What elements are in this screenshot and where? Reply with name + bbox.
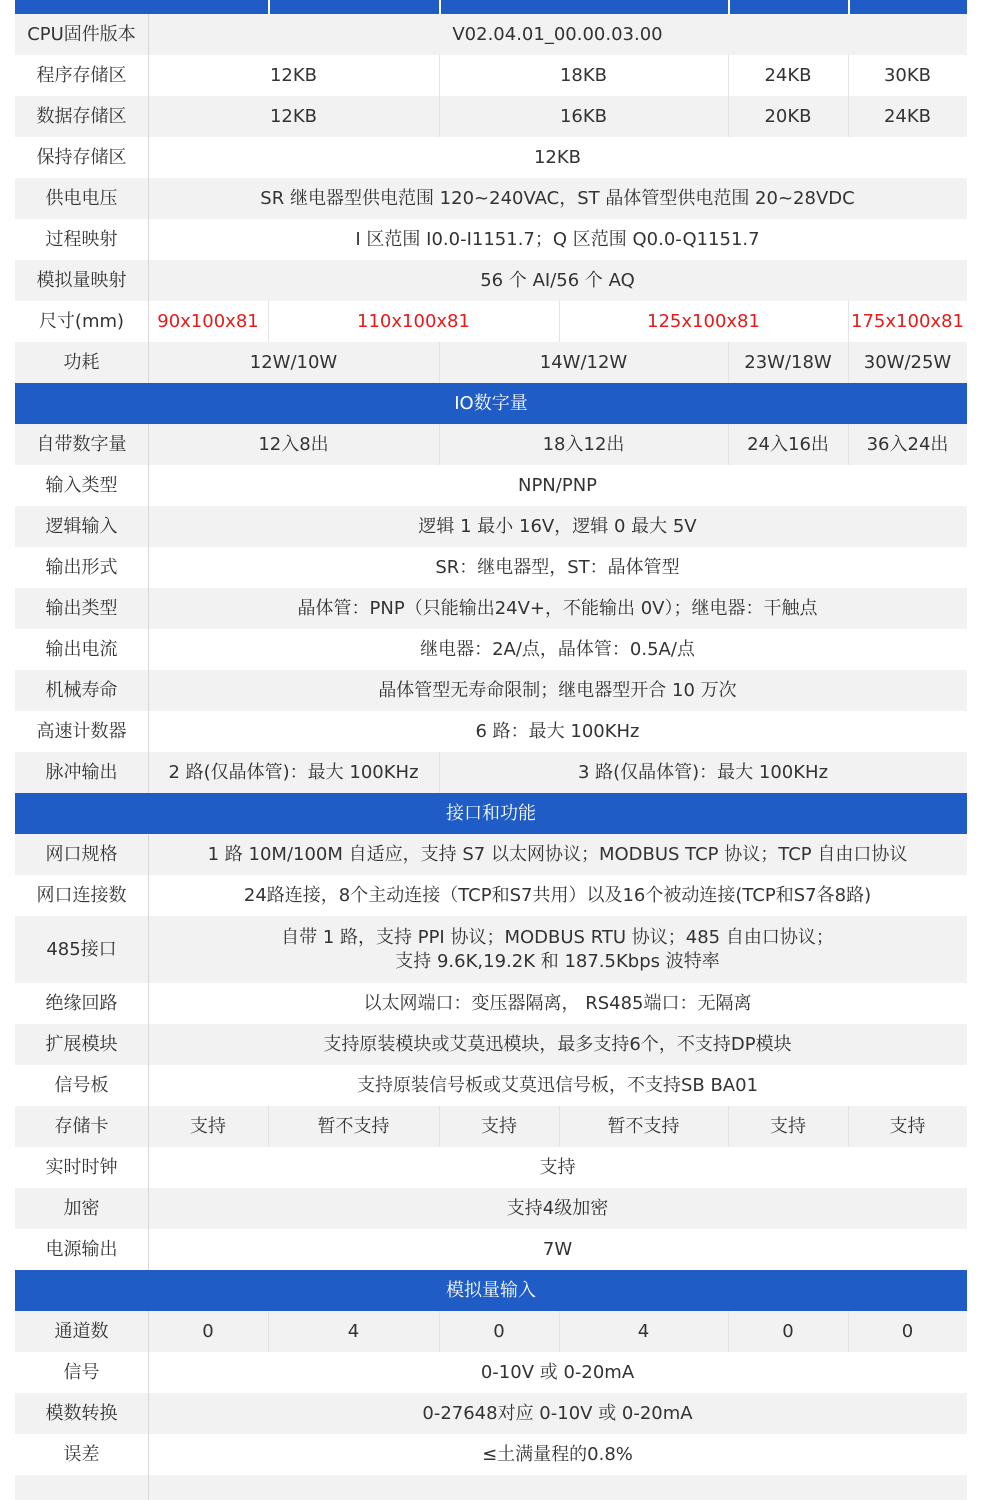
table-cell: 125x100x81 [647, 310, 760, 332]
row-label: 输出类型 [45, 597, 118, 619]
row-label: 网口规格 [45, 843, 118, 865]
table-cell: 3 路(仅晶体管)：最大 100KHz [577, 761, 829, 783]
table-cell: 支持 [889, 1115, 926, 1137]
section-header: IO数字量 [15, 383, 967, 424]
table-row [15, 1475, 967, 1500]
row-label: 扩展模块 [45, 1033, 118, 1055]
column-divider [439, 96, 440, 137]
table-cell: 暂不支持 [607, 1115, 680, 1137]
table-cell: 0 [782, 1320, 794, 1342]
table-cell: 支持4级加密 [506, 1197, 609, 1219]
table-cell: 继电器：2A/点，晶体管：0.5A/点 [420, 638, 695, 660]
table-cell: 12KB [533, 146, 582, 168]
table-cell: 2 路(仅晶体管)：最大 100KHz [168, 761, 419, 783]
row-label: 通道数 [54, 1320, 109, 1342]
row-label: 自带数字量 [36, 433, 127, 455]
row-label: 网口连接数 [36, 884, 127, 906]
column-divider [268, 1106, 269, 1147]
row-label: 485接口 [46, 938, 117, 960]
column-divider [559, 1106, 560, 1147]
row-label: 脉冲输出 [45, 761, 118, 783]
table-cell: 36入24出 [866, 433, 949, 455]
table-cell: 支持原装模块或艾莫迅模块，最多支持6个，不支持DP模块 [323, 1033, 792, 1055]
table-cell: 4 [347, 1320, 360, 1342]
table-cell: 24KB [883, 105, 932, 127]
row-label: 程序存储区 [36, 64, 127, 86]
table-cell: 以太网端口：变压器隔离， RS485端口：无隔离 [363, 992, 752, 1014]
column-divider [439, 752, 440, 793]
row-label: 输出电流 [45, 638, 118, 660]
header-strip-block [730, 0, 848, 14]
column-divider [728, 1311, 729, 1352]
header-strip-block [270, 0, 439, 14]
table-cell: 支持原装信号板或艾莫迅信号板，不支持SB BA01 [356, 1074, 759, 1096]
table-cell: 12W/10W [249, 351, 338, 373]
table-cell: 12KB [269, 105, 318, 127]
row-label: 逻辑输入 [45, 515, 118, 537]
table-cell: 12KB [269, 64, 318, 86]
table-cell: 晶体管型无寿命限制；继电器型开合 10 万次 [378, 679, 737, 701]
column-divider [439, 424, 440, 465]
row-label: 电源输出 [45, 1238, 118, 1260]
column-divider [268, 1311, 269, 1352]
row-label: 绝缘回路 [45, 992, 118, 1014]
table-cell: 支持 [481, 1115, 517, 1137]
table-cell: 6 路：最大 100KHz [475, 720, 640, 742]
column-divider [728, 1106, 729, 1147]
column-divider [728, 342, 729, 383]
table-cell: NPN/PNP [517, 474, 598, 496]
column-divider [848, 1106, 849, 1147]
table-cell: 支持 [770, 1115, 806, 1137]
table-cell: 24KB [764, 64, 812, 86]
table-cell: 175x100x81 [851, 310, 964, 332]
table-cell: 0 [493, 1320, 505, 1342]
header-strip-block [15, 0, 268, 14]
column-divider [268, 301, 269, 342]
column-divider [559, 1311, 560, 1352]
row-label: 高速计数器 [36, 720, 127, 742]
column-divider [559, 301, 560, 342]
table-cell: 30W/25W [863, 351, 952, 373]
row-label: 加密 [63, 1197, 100, 1219]
table-cell: 30KB [883, 64, 932, 86]
row-label: 尺寸(mm) [38, 310, 125, 332]
table-cell: 18入12出 [542, 433, 625, 455]
table-cell: 逻辑 1 最小 16V，逻辑 0 最大 5V [418, 515, 697, 537]
column-divider [728, 55, 729, 96]
table-cell: ≤土满量程的0.8% [482, 1443, 633, 1465]
table-cell: 晶体管：PNP（只能输出24V+，不能输出 0V）；继电器：干触点 [297, 597, 818, 619]
table-cell: V02.04.01_00.00.03.00 [452, 23, 663, 45]
table-cell: 0 [202, 1320, 214, 1342]
table-cell: 7W [542, 1238, 573, 1260]
table-cell: 12入8出 [258, 433, 329, 455]
column-divider [148, 1475, 149, 1500]
row-label: 供电电压 [45, 187, 118, 209]
row-label: 输出形式 [45, 556, 118, 578]
column-divider [728, 424, 729, 465]
table-cell: 56 个 AI/56 个 AQ [480, 269, 635, 291]
section-header: 模拟量输入 [15, 1270, 967, 1311]
row-label: 过程映射 [45, 228, 118, 250]
row-label: 误差 [63, 1443, 100, 1465]
row-label: 数据存储区 [36, 105, 127, 127]
table-cell: 110x100x81 [357, 310, 470, 332]
table-cell: 暂不支持 [317, 1115, 390, 1137]
column-divider [439, 342, 440, 383]
column-divider [439, 55, 440, 96]
row-label: 模数转换 [45, 1402, 118, 1424]
row-label: 信号板 [54, 1074, 109, 1096]
table-cell: 0 [901, 1320, 914, 1342]
column-divider [848, 424, 849, 465]
row-label: 实时时钟 [45, 1156, 118, 1178]
column-divider [848, 96, 849, 137]
column-divider [848, 1311, 849, 1352]
row-label: CPU固件版本 [27, 23, 136, 45]
column-divider [848, 301, 849, 342]
row-label: 存储卡 [54, 1115, 109, 1137]
table-cell: 16KB [559, 105, 608, 127]
header-strip-block [850, 0, 967, 14]
table-cell: 0-10V 或 0-20mA [480, 1361, 635, 1383]
table-cell: 20KB [764, 105, 812, 127]
table-cell: 18KB [559, 64, 608, 86]
row-label: 模拟量映射 [36, 269, 127, 291]
table-cell: 支持 [190, 1115, 226, 1137]
row-label: 信号 [63, 1361, 100, 1383]
table-cell: SR 继电器型供电范围 120~240VAC，ST 晶体管型供电范围 20~28VDC [260, 187, 855, 209]
section-header: 接口和功能 [15, 793, 967, 834]
column-divider [728, 96, 729, 137]
table-cell: I 区范围 I0.0-I1151.7；Q 区范围 Q0.0-Q1151.7 [355, 228, 760, 250]
row-label: 保持存储区 [36, 146, 127, 168]
table-cell: 自带 1 路，支持 PPI 协议；MODBUS RTU 协议；485 自由口协议； 支持 9.6K,19.2K 和 187.5Kbps 波特率 [281, 926, 834, 972]
header-strip-block [441, 0, 728, 14]
table-cell: 24路连接，8个主动连接（TCP和S7共用）以及16个被动连接(TCP和S7各8路) [243, 884, 872, 906]
table-cell: 24入16出 [747, 433, 829, 455]
table-cell: 23W/18W [744, 351, 832, 373]
table-cell: 1 路 10M/100M 自适应，支持 S7 以太网协议；MODBUS TCP 协议；TCP 自由口协议 [207, 843, 908, 865]
table-cell: 4 [637, 1320, 650, 1342]
row-label: 机械寿命 [45, 679, 118, 701]
row-label: 输入类型 [45, 474, 118, 496]
row-label: 功耗 [63, 351, 100, 373]
column-divider [848, 342, 849, 383]
column-divider [848, 55, 849, 96]
table-cell: 90x100x81 [157, 310, 259, 332]
table-cell: SR：继电器型，ST：晶体管型 [435, 556, 680, 578]
column-divider [439, 1311, 440, 1352]
table-cell: 支持 [539, 1156, 576, 1178]
table-cell: 0-27648对应 0-10V 或 0-20mA [422, 1402, 693, 1424]
table-cell: 14W/12W [539, 351, 628, 373]
column-divider [439, 1106, 440, 1147]
